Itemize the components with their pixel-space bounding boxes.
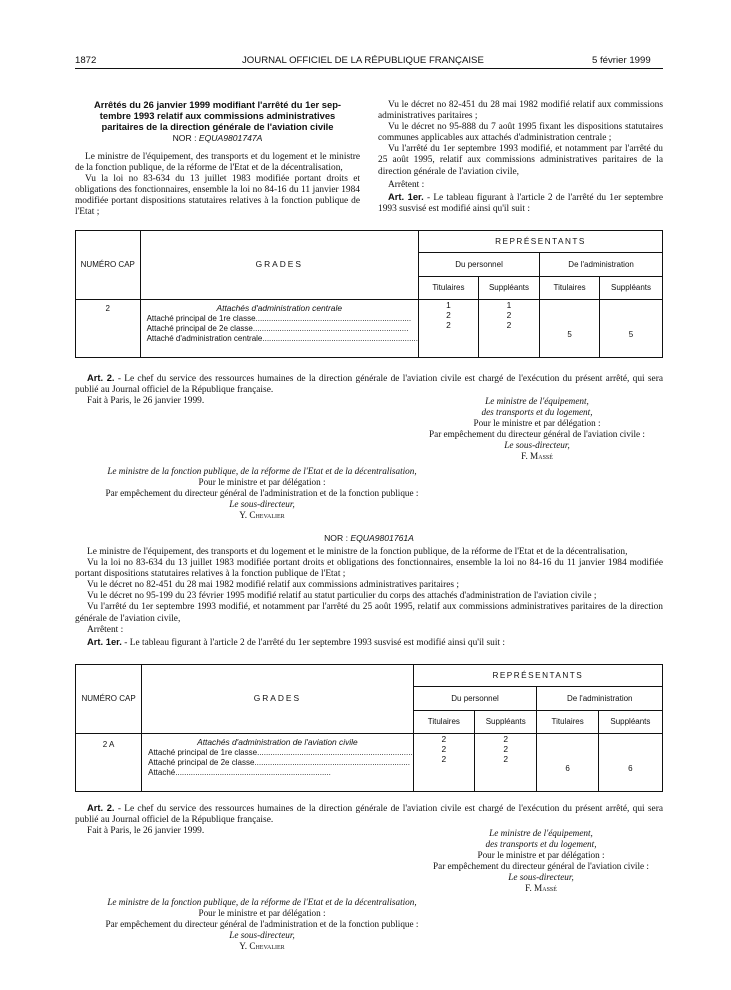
decree2-arretent: Arrêtent : [87,624,124,635]
decree1-title-line-3: paritaires de la direction générale de l'aviation civile [101,120,334,132]
grade-row: Attaché principal de 1re classe...................................................................... [148,747,413,757]
col-header-administration: De l'administration [540,253,663,277]
decree2-fait: Fait à Paris, le 26 janvier 1999. [87,826,205,836]
grade-row: Attaché principal de 2e classe...................................................................... [146,323,409,333]
decree1-art1: Art. 1er. - Le tableau figurant à l'article 2 de l'arrêté du 1er septembre 1993 susvisé est modifié ainsi qu'il suit : [378,190,663,214]
decree1-fait: Fait à Paris, le 26 janvier 1999. [87,396,205,406]
decree2-ministers: Le ministre de l'équipement, des transports et du logement et le ministre de la fonction publique, de la réforme de l'Etat et de la décentralisation, [87,547,628,557]
grades-title: Attachés d'administration de l'aviation civile [197,737,358,747]
col-header-representants: REPRÉSENTANTS [413,665,662,687]
admin-titulaires: 6 [537,734,598,792]
decree1-vu-arrete: Vu l'arrêté du 1er septembre 1993 modifié, et notamment par l'arrêté du 25 août 1995, relatif aux commissions administratives paritaires de la direction générale de l'aviation civile, [378,144,663,177]
decree1-art2: Art. 2. - Le chef du service des ressources humaines de la direction générale de l'aviation civile est chargé de l'exécution du présent arrêté, qui sera publié au Journal officiel de la République française. [75,372,663,396]
grade-row: Attaché principal de 2e classe...................................................................... [148,757,410,767]
col-header-titulaires: Titulaires [537,711,598,734]
personnel-titulaires: 2 2 2 [413,734,474,792]
admin-suppleants: 6 [598,734,662,792]
col-header-grades: GRADES [142,665,414,734]
grades-cell [140,300,418,358]
decree2-vu-decret-82: Vu le décret no 82-451 du 28 mai 1982 modifié relatif aux commissions administratives paritaires ; [87,580,460,591]
admin-suppleants: 5 [600,300,663,358]
decree1-left-column [75,100,360,218]
decree2-table [75,664,663,792]
decree1-vu-decret-82: Vu le décret no 82-451 du 28 mai 1982 modifié relatif aux commissions administratives paritaires ; [378,100,663,122]
personnel-titulaires: 1 2 2 [418,300,478,358]
decree2-vu-arrete: Vu l'arrêté du 1er septembre 1993 modifié, et notamment par l'arrêté du 25 août 1995, relatif aux commissions administratives paritaires de la direction générale de l'aviation civile, [75,602,663,624]
decree1-right-column [378,100,663,215]
col-header-numero: NUMÉRO CAP [76,231,141,300]
decree1-arretent: Arrêtent : [388,179,425,190]
col-header-titulaires: Titulaires [540,277,600,300]
grade-row: Attaché...................................................................... [148,767,331,777]
decree2-art1: Art. 1er. - Le tableau figurant à l'article 2 de l'arrêté du 1er septembre 1993 susvisé est modifié ainsi qu'il suit : [87,635,505,648]
personnel-suppleants: 2 2 2 [475,734,537,792]
decree1-table [75,230,663,358]
decree2-signature-left: Le ministre de la fonction publique, de la réforme de l'Etat et de la décentralisation, Pour le ministre et par délégation : Par empêchement du directeur général de l'administration et de la fonction publique : Le sous-directeur, Y. Chevalier [105,897,419,952]
col-header-numero: NUMÉRO CAP [76,665,142,734]
decree2-signature-right: Le ministre de l'équipement, des transports et du logement, Pour le ministre et par délégation : Par empêchement du directeur général de l'aviation civile : Le sous-directeur, F. Massé [433,828,649,894]
col-header-titulaires: Titulaires [413,711,474,734]
col-header-personnel: Du personnel [413,687,537,711]
grades-cell [142,734,414,792]
col-header-suppleants: Suppléants [475,711,537,734]
decree2-vu-loi: Vu la loi no 83-634 du 13 juillet 1983 modifiée portant droits et obligations des fonctionnaires, ensemble la loi no 84-16 du 11 janvier 1984 modifiée portant dispositions statutaires relatives à la fonction publique de l'Etat ; [75,558,663,580]
decree1-signature-right: Le ministre de l'équipement, des transports et du logement, Pour le ministre et par délégation : Par empêchement du directeur général de l'aviation civile : Le sous-directeur, F. Massé [429,396,645,462]
col-header-grades: GRADES [140,231,418,300]
col-header-suppleants: Suppléants [478,277,539,300]
decree1-signature-left: Le ministre de la fonction publique, de la réforme de l'Etat et de la décentralisation, Pour le ministre et par délégation : Par empêchement du directeur général de l'administration et de la fonction publique : Le sous-directeur, Y. Chevalier [105,466,419,521]
grades-title: Attachés d'administration centrale [216,303,342,313]
col-header-titulaires: Titulaires [418,277,478,300]
col-header-suppleants: Suppléants [598,711,662,734]
decree2-art2: Art. 2. - Le chef du service des ressources humaines de la direction générale de l'aviation civile est chargé de l'exécution du présent arrêté, qui sera publié au Journal officiel de la République française. [75,802,663,826]
decree2-preamble [75,547,663,649]
grade-row: Attaché principal de 1re classe...................................................................... [146,313,412,323]
decree1-nor: NOR : EQUA9801747A [172,133,263,144]
decree1-preamble: Le ministre de l'équipement, des transports et du logement et le ministre de la fonction publique, de la réforme de l'Etat et de la décentralisation, [75,151,360,173]
col-header-suppleants: Suppléants [600,277,663,300]
journal-title: JOURNAL OFFICIEL DE LA RÉPUBLIQUE FRANÇAISE [242,55,484,66]
cap-number: 2 [76,300,141,358]
decree1-vu-loi: Vu la loi no 83-634 du 13 juillet 1983 modifiée portant droits et obligations des fonctionnaires, ensemble la loi no 84-16 du 11 janvier 1984 modifiée portant dispositions statutaires relatives à la fonction publique de l'Etat ; [75,173,360,218]
col-header-administration: De l'administration [537,687,663,711]
decree1-title-line-1: Arrêtés du 26 janvier 1999 modifiant l'arrêté du 1er sep- [93,99,342,110]
decree1-vu-decret-95: Vu le décret no 95-888 du 7 août 1995 fixant les dispositions statutaires communes applicables aux attachés d'administration centrale ; [378,122,663,144]
personnel-suppleants: 1 2 2 [478,300,539,358]
grade-row: Attaché d'administration centrale...................................................................... [146,333,418,343]
cap-number: 2 A [76,734,142,792]
decree2-nor: NOR : EQUA9801761A [324,533,414,543]
col-header-personnel: Du personnel [418,253,539,277]
col-header-representants: REPRÉSENTANTS [418,231,662,253]
issue-date: 5 février 1999 [592,55,651,66]
decree2-vu-decret-95: Vu le décret no 95-199 du 23 février 1995 modifié relatif au statut particulier du corps des attachés d'administration de l'aviation civile ; [87,591,597,602]
decree1-title-line-2: tembre 1993 relatif aux commissions administratives [99,109,336,121]
page-number: 1872 [75,55,97,66]
header-rule [75,68,663,69]
admin-titulaires: 5 [540,300,600,358]
